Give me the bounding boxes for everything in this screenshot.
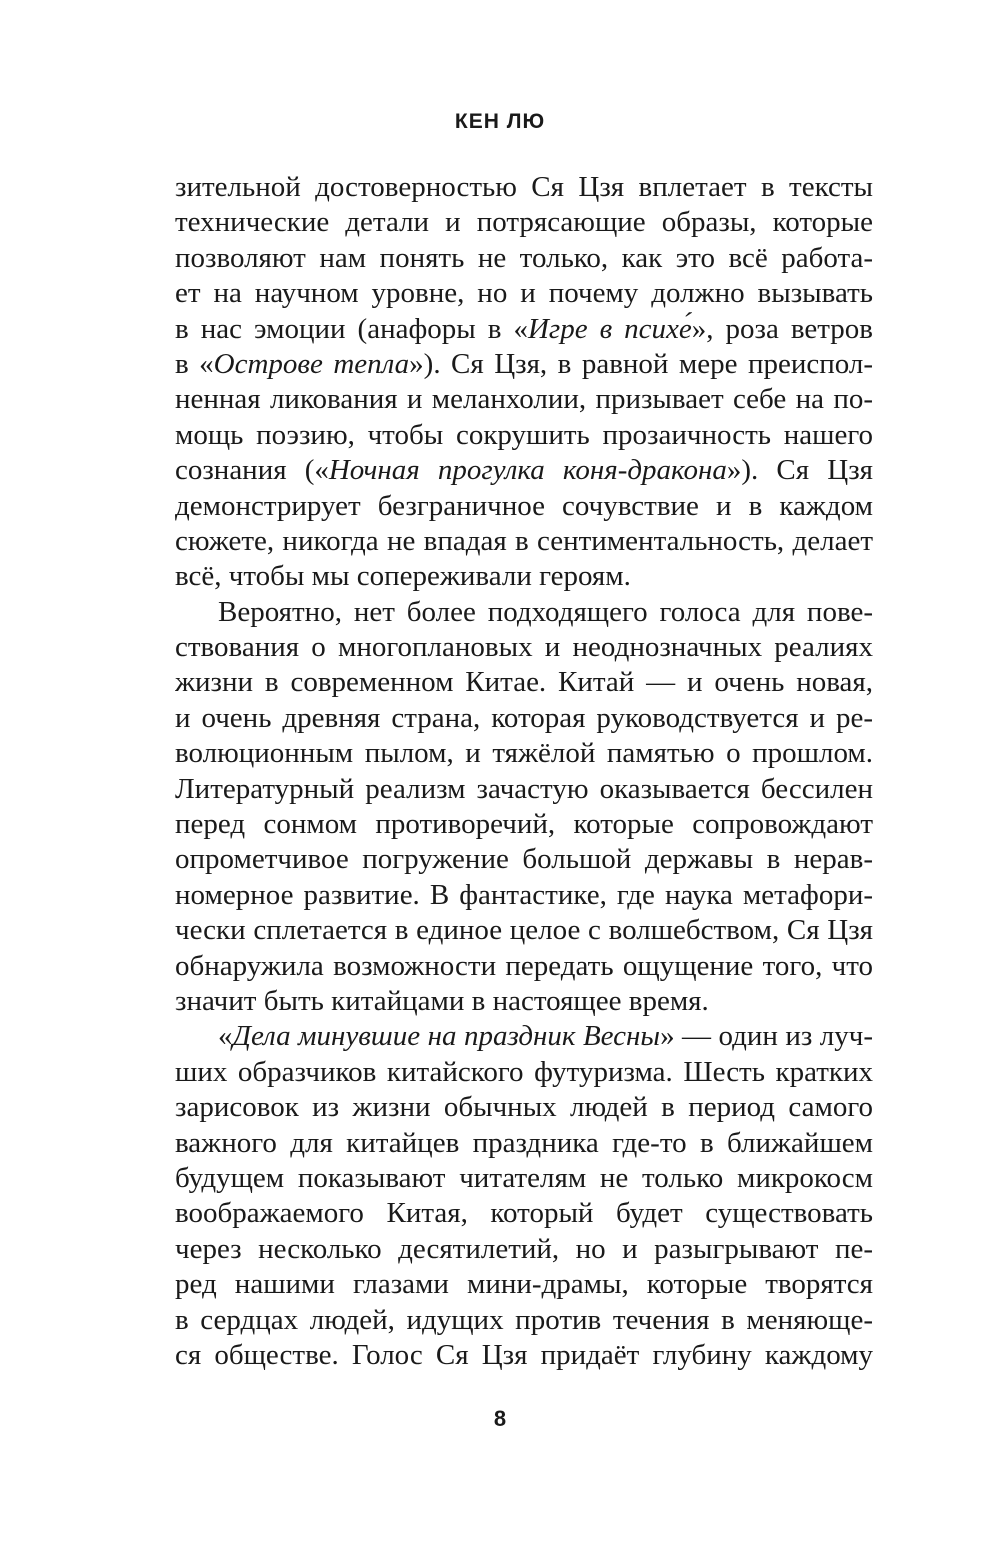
text-line: чески сплетается в единое целое с волшебством, Ся Цзя (175, 914, 873, 947)
text-line: и очень древняя страна, которая руководствуется и ре- (175, 701, 873, 734)
text-line: демонстрирует безграничное сочувствие и в каждом (175, 489, 873, 522)
text-line: зительной достоверностью Ся Цзя вплетает в тексты (175, 171, 873, 203)
text-line: Литературный реализм зачастую оказывается бессилен (175, 772, 873, 805)
text-line: сюжете, никогда не впадая в сентиментальность, делает (175, 524, 873, 557)
text-line: через несколько десятилетий, но и разыгрывают пе- (175, 1232, 873, 1265)
text-line: будущем показывают читателям не только микрокосм (175, 1161, 873, 1194)
text-line: номерное развитие. В фантастике, где наука метафори- (175, 878, 873, 911)
running-header: КЕН ЛЮ (454, 110, 546, 133)
italic-title: Острове тепла (213, 347, 410, 380)
text-line: опрометчивое погружение большой державы в нерав- (175, 843, 873, 876)
paragraph (175, 595, 873, 1020)
text-line: волюционным пылом, и тяжёлой памятью о прошлом. (175, 737, 873, 770)
text-line: воображаемого Китая, который будет существовать (175, 1197, 873, 1230)
text-line: всё, чтобы мы сопереживали героям. (175, 560, 631, 593)
text-line: Вероятно, нет более подходящего голоса для пове- (218, 595, 873, 628)
text-line: обнаружила возможности передать ощущение того, что (175, 949, 873, 982)
text-line: ствования о многоплановых и неоднозначных реалиях (175, 631, 873, 664)
text-line: мощь поэзию, чтобы сокрушить прозаичность нашего (175, 418, 873, 451)
text-line: зарисовок из жизни обычных людей в период самого (175, 1091, 873, 1124)
text-line: в нас эмоции (анафоры в «Игре в психе́», роза ветров (175, 312, 873, 345)
text-line: значит быть китайцами в настоящее время. (175, 984, 709, 1017)
paragraph (175, 1019, 873, 1373)
text-line: ших образчиков китайского футуризма. Шесть кратких (175, 1055, 873, 1088)
text-line: в сердцах людей, идущих против течения в меняюще- (175, 1303, 873, 1336)
paragraph (175, 170, 873, 595)
text-line: ред нашими глазами мини-драмы, которые творятся (175, 1268, 873, 1301)
text-line: ет на научном уровне, но и почему должно вызывать (175, 277, 873, 310)
text-line: важного для китайцев праздника где-то в ближайшем (175, 1126, 873, 1159)
text-line: технические детали и потрясающие образы, которые (175, 206, 873, 239)
page-number: 8 (493, 1406, 507, 1431)
italic-title: Дела минувшие на праздник Весны (232, 1020, 661, 1053)
italic-title: Ночная прогулка коня-дракона (328, 454, 727, 487)
text-line: ся обществе. Голос Ся Цзя придаёт глубину каждому (175, 1338, 873, 1371)
text-line: ненная ликования и меланхолии, призывает себе на по- (175, 383, 873, 416)
text-line: в «Острове тепла»). Ся Цзя, в равной мере преиспол- (175, 347, 873, 380)
text-line: позволяют нам понять не только, как это всё работа- (175, 241, 873, 274)
text-line: перед сонмом противоречий, которые сопровождают (175, 808, 873, 841)
body-text (175, 170, 873, 1373)
text-line: сознания («Ночная прогулка коня-дракона»). Ся Цзя (175, 454, 873, 487)
text-line: «Дела минувшие на праздник Весны» — один из луч- (218, 1020, 873, 1053)
italic-title: Игре в психе́ (527, 312, 692, 345)
text-line: жизни в современном Китае. Китай — и очень новая, (175, 666, 873, 699)
